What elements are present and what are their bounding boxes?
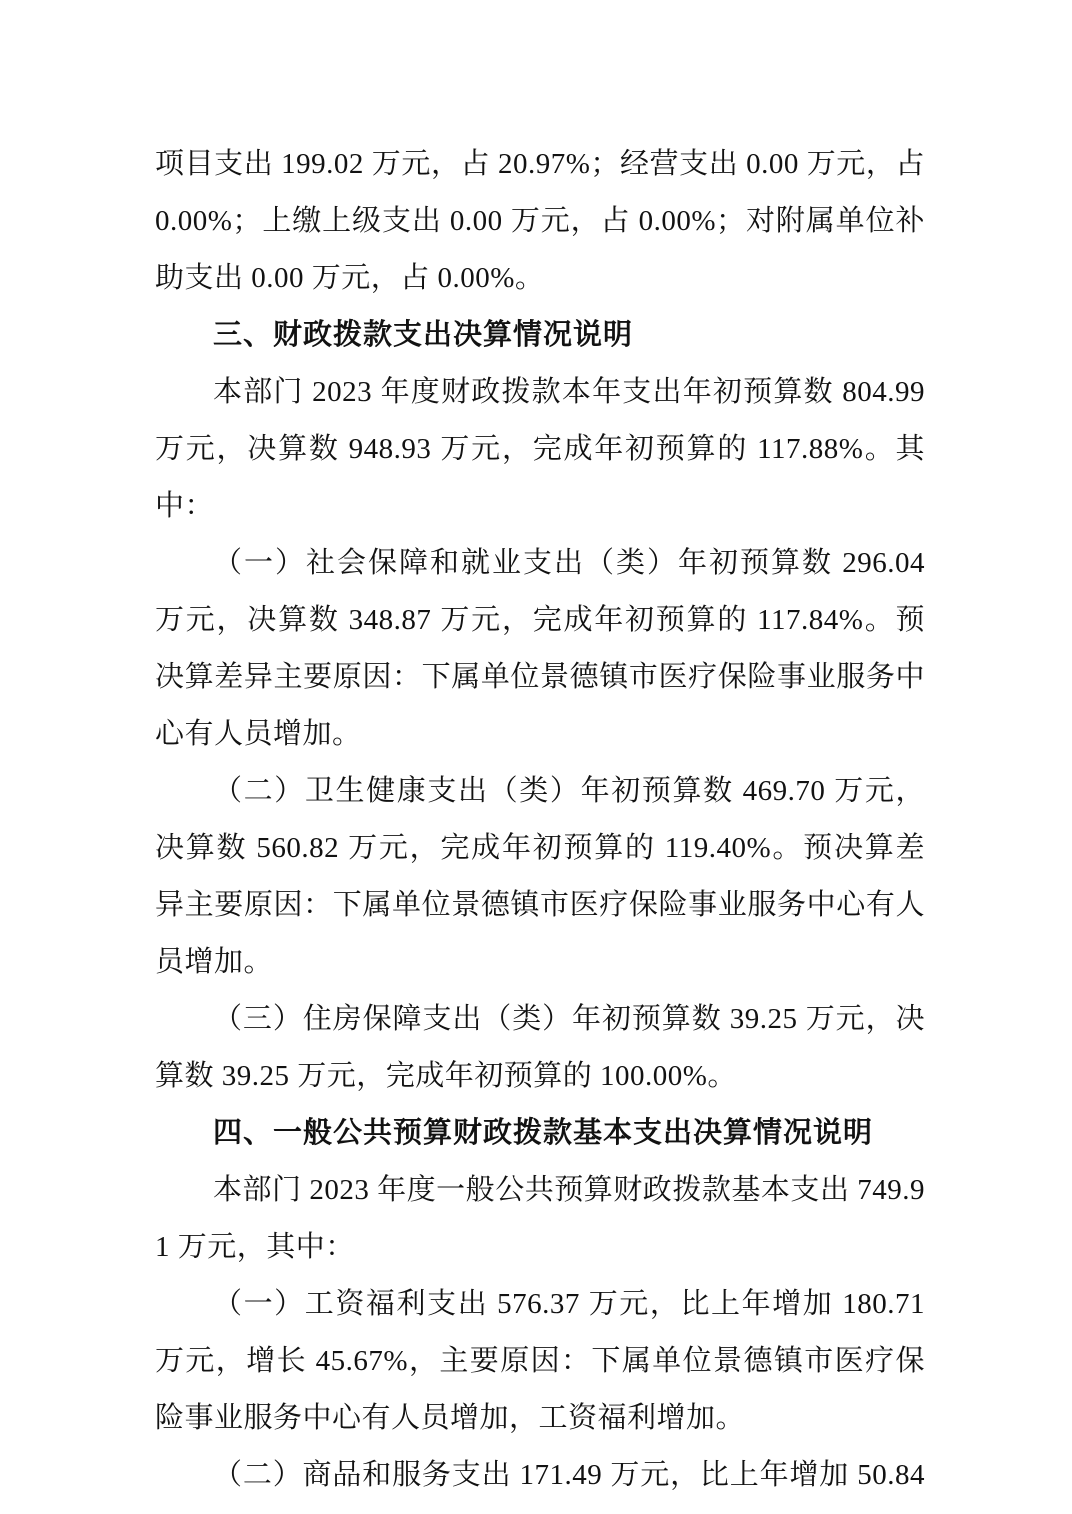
paragraph-housing-security-expenditure: （三）住房保障支出（类）年初预算数 39.25 万元，决算数 39.25 万元，完成年初预算的 100.00%。 [155, 1003, 925, 1092]
document-body [155, 136, 925, 1504]
heading-section-3-fiscal-appropriation: 三、财政拨款支出决算情况说明 [213, 319, 634, 351]
paragraph-health-expenditure: （二）卫生健康支出（类）年初预算数 469.70 万元，决算数 560.82 万元，完成年初预算的 119.40%。预决算差异主要原因：下属单位景德镇市医疗保险事业服务中心有人员增加。 [155, 775, 925, 978]
paragraph-social-security-employment-expenditure: （一）社会保障和就业支出（类）年初预算数 296.04 万元，决算数 348.87 万元，完成年初预算的 117.84%。预决算差异主要原因：下属单位景德镇市医疗保险事业服务中心有人员增加。 [155, 547, 925, 750]
paragraph-expenditure-breakdown-continued: 项目支出 199.02 万元，占 20.97%；经营支出 0.00 万元，占 0.00%；上缴上级支出 0.00 万元，占 0.00%；对附属单位补助支出 0.00 万元，占 0.00%。 [155, 148, 925, 294]
paragraph-goods-services-expenditure: （二）商品和服务支出 171.49 万元，比上年增加 50.84 [213, 1459, 925, 1491]
heading-section-4-basic-expenditure: 四、一般公共预算财政拨款基本支出决算情况说明 [213, 1117, 874, 1149]
paragraph-salary-welfare-expenditure: （一）工资福利支出 576.37 万元，比上年增加 180.71 万元，增长 45.67%，主要原因：下属单位景德镇市医疗保险事业服务中心有人员增加，工资福利增加。 [155, 1288, 925, 1434]
paragraph-basic-expenditure-overview: 本部门 2023 年度一般公共预算财政拨款基本支出 749.91 万元，其中： [155, 1174, 925, 1263]
paragraph-fiscal-appropriation-overview: 本部门 2023 年度财政拨款本年支出年初预算数 804.99 万元，决算数 948.93 万元，完成年初预算的 117.88%。其中： [155, 376, 925, 522]
